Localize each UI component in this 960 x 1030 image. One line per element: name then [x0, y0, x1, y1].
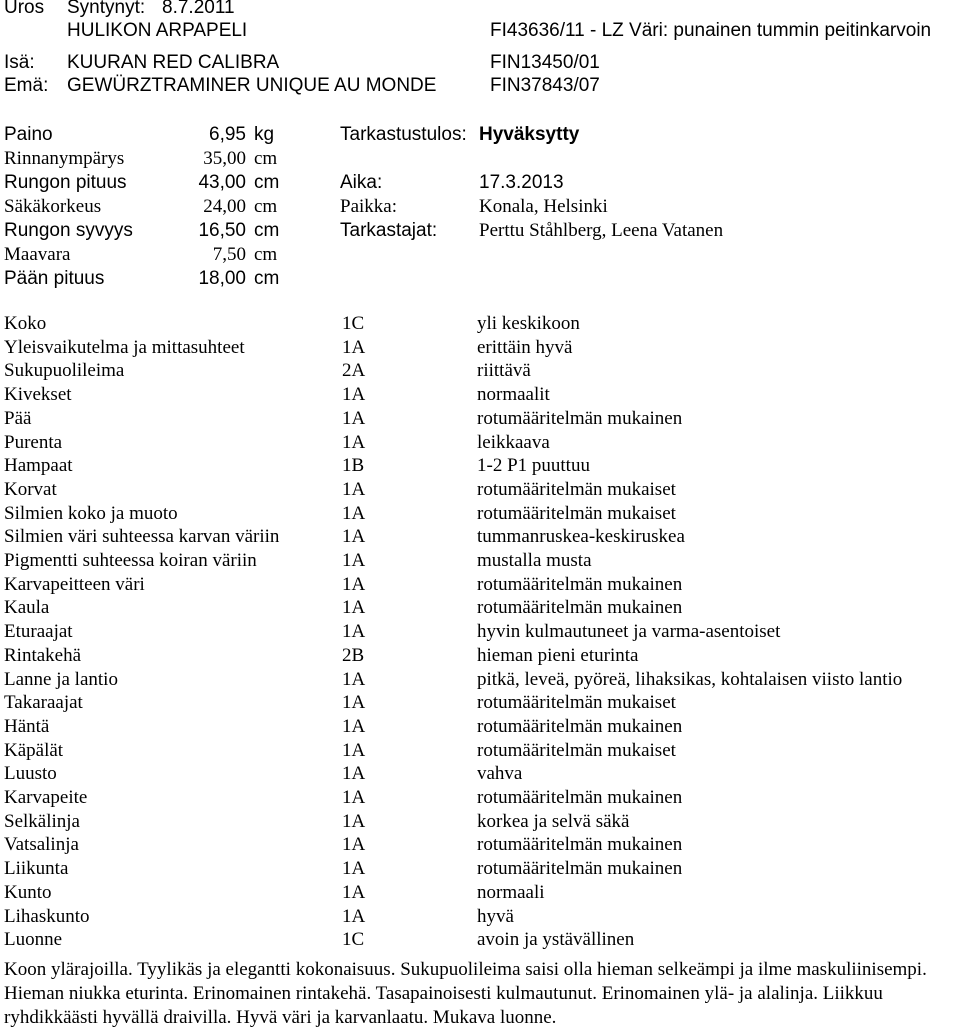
- evaluation-description: hieman pieni eturinta: [477, 644, 639, 666]
- dog-name: HULIKON ARPAPELI: [67, 20, 248, 41]
- evaluation-name: Vatsalinja: [4, 834, 79, 856]
- evaluation-description: yli keskikoon: [477, 313, 580, 334]
- summary-text: Koon ylärajoilla. Tyylikäs ja elegantti kokonaisuus. Sukupuolileima saisi olla hieman selkeämpi ja ilme maskuliinisempi. Hieman niukka eturinta. Erinomainen rintakehä. Tasapainoisesti kulmautunut. Erinomainen ylä- ja alalinja. Liikkuu ryhdikkäästi hyvällä draivilla. Hyvä väri ja karvanlaatu. Mukava luonne.: [4, 959, 927, 1028]
- sire-registration: FIN13450/01: [490, 52, 600, 73]
- table-row: [4, 740, 954, 764]
- evaluation-grade: 1A: [342, 621, 366, 643]
- inspectors-label: Tarkastajat:: [340, 220, 438, 241]
- table-row: [4, 811, 954, 835]
- evaluation-description: pitkä, leveä, pyöreä, lihaksikas, kohtalaisen viisto lantio: [477, 668, 903, 690]
- evaluation-name: Pigmentti suhteessa koiran väriin: [4, 550, 257, 571]
- evaluation-description: rotumääritelmän mukainen: [477, 597, 683, 619]
- table-row: [4, 408, 954, 432]
- table-row: [4, 834, 954, 858]
- evaluation-description: rotumääritelmän mukaiset: [477, 478, 676, 500]
- table-row: [4, 621, 954, 645]
- table-row: [4, 716, 954, 740]
- inspection-place-value: Konala, Helsinki: [479, 196, 608, 217]
- table-row: [4, 384, 954, 408]
- inspection-time-label: Aika:: [340, 172, 383, 193]
- evaluation-grade: 1A: [342, 384, 366, 406]
- table-row: [4, 313, 954, 337]
- table-row: [4, 479, 954, 503]
- measurement-unit: cm: [254, 172, 280, 193]
- evaluation-description: rotumääritelmän mukainen: [477, 858, 683, 880]
- sire-name: KUURAN RED CALIBRA: [67, 52, 280, 73]
- table-row: [4, 550, 954, 574]
- evaluation-name: Pää: [4, 407, 32, 429]
- measurement-label: Rungon pituus: [4, 172, 127, 193]
- table-row: [4, 432, 954, 456]
- table-row: [4, 858, 954, 882]
- measurement-unit: cm: [254, 268, 280, 289]
- evaluation-description: rotumääritelmän mukaiset: [477, 502, 676, 524]
- evaluation-name: Luonne: [4, 929, 63, 951]
- evaluation-grade: 1A: [342, 573, 366, 595]
- evaluation-description: erittäin hyvä: [477, 336, 573, 358]
- evaluation-grade: 1A: [342, 407, 366, 429]
- evaluation-description: mustalla musta: [477, 550, 592, 571]
- evaluation-description: rotumääritelmän mukainen: [477, 715, 683, 737]
- evaluation-name: Häntä: [4, 715, 50, 737]
- evaluation-name: Silmien väri suhteessa karvan väriin: [4, 526, 280, 548]
- evaluation-description: rotumääritelmän mukainen: [477, 834, 683, 856]
- evaluation-grade: 1A: [342, 431, 366, 453]
- evaluation-name: Luusto: [4, 763, 57, 785]
- evaluation-grade: 1A: [342, 810, 366, 832]
- evaluation-name: Yleisvaikutelma ja mittasuhteet: [4, 336, 245, 358]
- measurement-value: 43,00: [198, 172, 246, 193]
- evaluation-name: Liikunta: [4, 858, 69, 880]
- evaluation-grade: 1A: [342, 763, 366, 785]
- measurement-value: 35,00: [203, 148, 246, 169]
- evaluation-name: Karvapeitteen väri: [4, 573, 145, 595]
- table-row: [4, 669, 954, 693]
- measurement-label: Maavara: [4, 244, 71, 265]
- dam-label: Emä:: [4, 75, 49, 96]
- measurement-label: Pään pituus: [4, 268, 105, 289]
- evaluation-grade: 1A: [342, 668, 366, 690]
- inspection-place-label: Paikka:: [340, 196, 397, 217]
- evaluation-description: vahva: [477, 763, 523, 785]
- evaluation-name: Silmien koko ja muoto: [4, 502, 178, 524]
- evaluation-description: riittävä: [477, 360, 531, 382]
- evaluation-name: Takaraajat: [4, 692, 83, 714]
- evaluation-grade: 1A: [342, 787, 366, 808]
- evaluation-grade: 1A: [342, 739, 366, 761]
- table-row: [4, 763, 954, 787]
- evaluation-name: Karvapeite: [4, 787, 88, 808]
- table-row: [4, 360, 954, 384]
- measurement-unit: kg: [254, 124, 275, 145]
- inspection-time-value: 17.3.2013: [479, 172, 564, 193]
- evaluation-description: korkea ja selvä säkä: [477, 810, 630, 832]
- evaluation-grade: 1A: [342, 597, 366, 619]
- evaluation-description: 1-2 P1 puuttuu: [477, 455, 590, 477]
- measurement-unit: cm: [254, 244, 278, 265]
- table-row: [4, 455, 954, 479]
- evaluation-grade: 1A: [342, 478, 366, 500]
- evaluation-name: Lanne ja lantio: [4, 668, 118, 690]
- measurement-label: Paino: [4, 124, 53, 145]
- table-row: [4, 574, 954, 598]
- inspectors-value: Perttu Ståhlberg, Leena Vatanen: [479, 220, 724, 241]
- evaluation-grade: 2B: [342, 644, 365, 666]
- measurement-unit: cm: [254, 220, 280, 241]
- dam-name: GEWÜRZTRAMINER UNIQUE AU MONDE: [67, 75, 437, 96]
- evaluation-grade: 1A: [342, 526, 366, 548]
- evaluation-grade: 1A: [342, 905, 366, 927]
- measurement-value: 24,00: [203, 196, 246, 217]
- evaluation-grade: 1A: [342, 715, 366, 737]
- evaluation-grade: 1A: [342, 692, 366, 714]
- measurement-unit: cm: [254, 148, 278, 169]
- evaluation-grade: 1B: [342, 455, 365, 477]
- table-row: [4, 526, 954, 550]
- evaluation-description: rotumääritelmän mukainen: [477, 407, 683, 429]
- table-row: [4, 645, 954, 669]
- table-row: [4, 692, 954, 716]
- evaluation-grade: 1A: [342, 858, 366, 880]
- measurement-value: 6,95: [209, 124, 246, 145]
- evaluation-description: hyvä: [477, 905, 514, 927]
- evaluation-description: avoin ja ystävällinen: [477, 929, 635, 951]
- table-row: [4, 597, 954, 621]
- evaluation-name: Lihaskunto: [4, 905, 90, 927]
- measurement-label: Säkäkorkeus: [4, 196, 102, 217]
- evaluation-description: tummanruskea-keskiruskea: [477, 526, 685, 548]
- evaluation-grade: 1A: [342, 550, 366, 571]
- measurement-value: 16,50: [198, 220, 246, 241]
- evaluation-grade: 1A: [342, 881, 366, 903]
- evaluation-description: normaalit: [477, 384, 550, 406]
- evaluation-name: Kunto: [4, 881, 52, 903]
- measurement-label: Rinnanympärys: [4, 148, 125, 169]
- inspection-result-value: Hyväksytty: [479, 124, 580, 145]
- table-row: [4, 787, 954, 811]
- evaluation-grade: 1A: [342, 834, 366, 856]
- measurement-value: 7,50: [212, 244, 246, 265]
- measurement-unit: cm: [254, 196, 278, 217]
- table-row: [4, 503, 954, 527]
- evaluation-grade: 1A: [342, 502, 366, 524]
- table-row: [4, 906, 954, 930]
- sire-label: Isä:: [4, 52, 35, 73]
- evaluation-name: Kivekset: [4, 384, 72, 406]
- evaluation-description: hyvin kulmautuneet ja varma-asentoiset: [477, 621, 781, 643]
- sex-label: Uros: [4, 0, 45, 18]
- evaluation-description: rotumääritelmän mukainen: [477, 787, 683, 808]
- measurement-label: Rungon syvyys: [4, 220, 133, 241]
- evaluation-name: Selkälinja: [4, 810, 80, 832]
- evaluation-name: Rintakehä: [4, 644, 82, 666]
- evaluation-description: normaali: [477, 881, 545, 903]
- dam-registration: FIN37843/07: [490, 75, 600, 96]
- evaluation-grade: 2A: [342, 360, 366, 382]
- evaluation-name: Käpälät: [4, 739, 64, 761]
- evaluation-name: Koko: [4, 313, 47, 334]
- registration-info: FI43636/11 - LZ Väri: punainen tummin peitinkarvoin: [490, 20, 932, 41]
- table-row: [4, 929, 954, 953]
- evaluation-description: rotumääritelmän mukaiset: [477, 739, 676, 761]
- evaluation-name: Sukupuolileima: [4, 360, 125, 382]
- birth-date-value: 8.7.2011: [162, 0, 235, 18]
- evaluation-grade: 1C: [342, 929, 365, 951]
- evaluation-name: Purenta: [4, 431, 63, 453]
- evaluation-description: leikkaava: [477, 431, 550, 453]
- evaluation-name: Kaula: [4, 597, 50, 619]
- evaluation-grade: 1C: [342, 313, 365, 334]
- evaluation-name: Korvat: [4, 478, 57, 500]
- birth-date-label: Syntynyt:: [67, 0, 146, 18]
- evaluation-description: rotumääritelmän mukainen: [477, 573, 683, 595]
- evaluation-name: Hampaat: [4, 455, 73, 477]
- evaluation-name: Eturaajat: [4, 621, 73, 643]
- table-row: [4, 337, 954, 361]
- table-row: [4, 882, 954, 906]
- inspection-result-label: Tarkastustulos:: [340, 124, 467, 145]
- evaluation-description: rotumääritelmän mukaiset: [477, 692, 676, 714]
- measurement-value: 18,00: [198, 268, 246, 289]
- evaluation-grade: 1A: [342, 336, 366, 358]
